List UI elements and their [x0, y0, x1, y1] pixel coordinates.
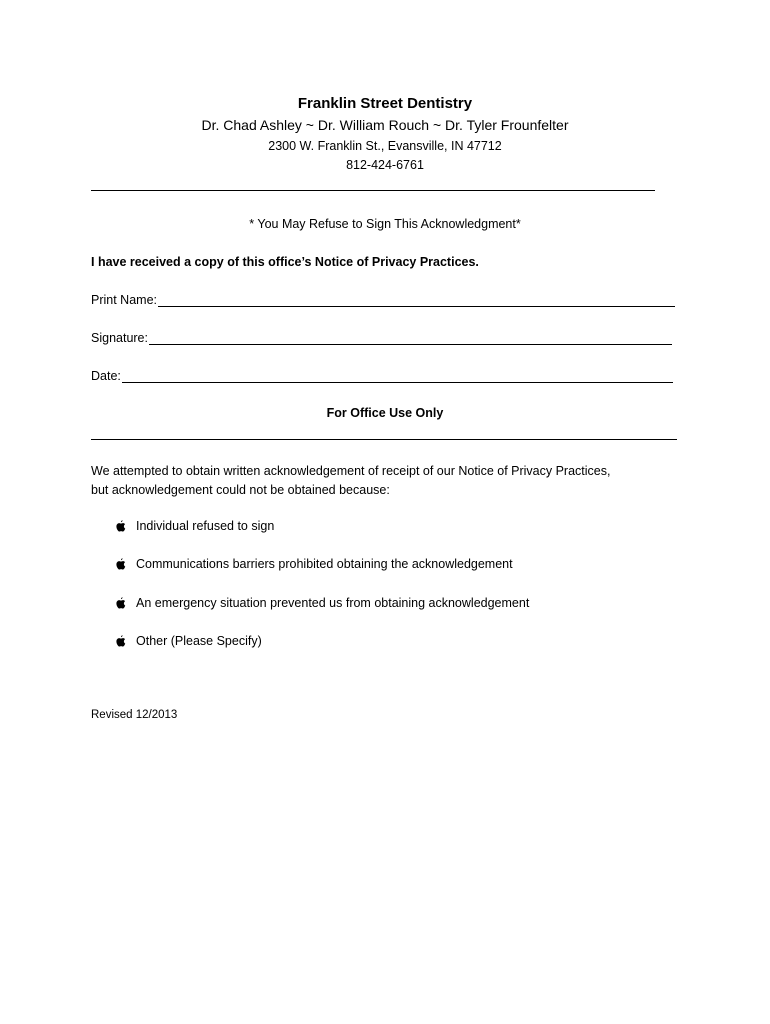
office-use-heading: For Office Use Only	[326, 406, 444, 420]
apple-icon	[113, 557, 127, 571]
option-emergency[interactable]	[113, 596, 529, 610]
address-line: 2300 W. Franklin St., Evansville, IN 47712	[268, 139, 502, 153]
doctors-line: Dr. Chad Ashley ~ Dr. William Rouch ~ Dr. Tyler Frounfelter	[201, 117, 569, 133]
apple-icon	[113, 596, 127, 610]
signature-input[interactable]	[149, 330, 672, 345]
signature-field	[91, 330, 672, 345]
office-paragraph	[91, 462, 691, 500]
print-name-label: Print Name:	[91, 293, 157, 307]
option-label: Individual refused to sign	[136, 519, 275, 533]
print-name-input[interactable]	[158, 292, 675, 307]
header-divider	[91, 190, 655, 191]
option-other[interactable]	[113, 634, 262, 648]
apple-icon	[113, 519, 127, 533]
apple-icon	[113, 634, 127, 648]
option-communication-barriers[interactable]	[113, 557, 513, 571]
option-refused[interactable]	[113, 519, 274, 533]
option-label: An emergency situation prevented us from obtaining acknowledgement	[136, 596, 530, 610]
office-paragraph-line1: We attempted to obtain written acknowledgement of receipt of our Notice of Privacy Practices,	[91, 464, 611, 478]
office-divider	[91, 439, 677, 440]
signature-label: Signature:	[91, 331, 148, 345]
date-input[interactable]	[122, 368, 673, 383]
date-label: Date:	[91, 369, 121, 383]
date-field	[91, 368, 673, 383]
acknowledgement-statement: I have received a copy of this office’s Notice of Privacy Practices.	[91, 255, 479, 269]
refuse-notice: * You May Refuse to Sign This Acknowledgment*	[249, 217, 521, 231]
print-name-field	[91, 292, 675, 307]
revision-date: Revised 12/2013	[91, 709, 178, 721]
option-label: Other (Please Specify)	[136, 634, 262, 648]
option-label: Communications barriers prohibited obtaining the acknowledgement	[136, 557, 513, 571]
office-paragraph-line2: but acknowledgement could not be obtained because:	[91, 483, 390, 497]
practice-name: Franklin Street Dentistry	[297, 95, 473, 112]
phone-line: 812-424-6761	[346, 158, 424, 172]
